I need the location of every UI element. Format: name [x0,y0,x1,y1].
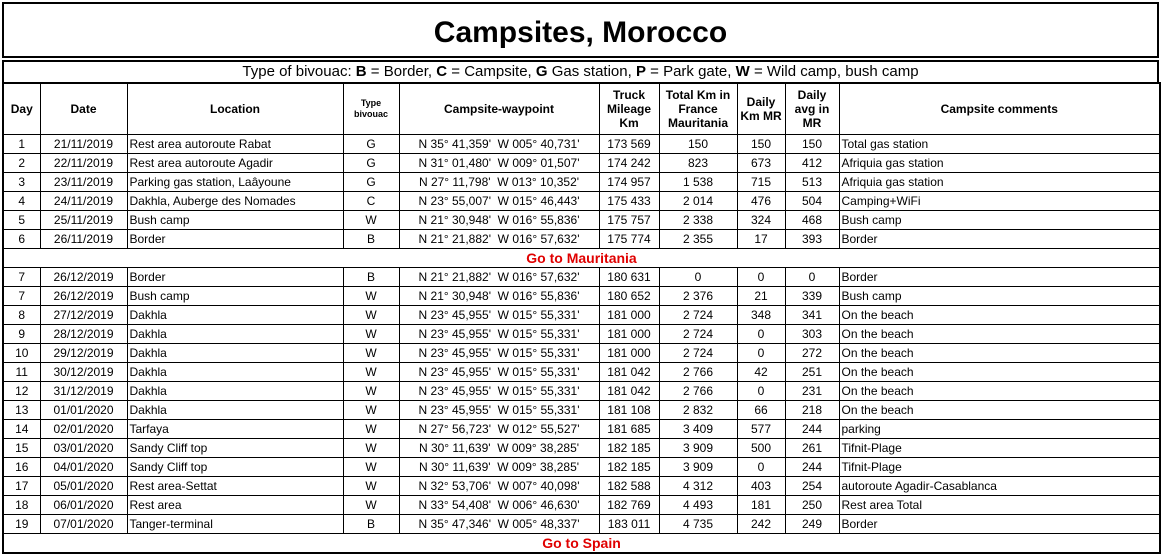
title-box [2,2,1159,58]
cell-waypoint [399,401,599,420]
cell-daily-km: 0 [737,344,785,363]
cell-type: C [343,192,399,211]
cell-total: 2 338 [659,211,737,230]
cell-daily-km: 0 [737,325,785,344]
cell-mileage: 182 769 [599,496,659,515]
cell-date: 23/11/2019 [40,173,127,192]
cell-daily-avg: 339 [785,287,839,306]
cell-date: 30/12/2019 [40,363,127,382]
cell-total: 3 909 [659,439,737,458]
cell-comment: Total gas station [839,135,1160,154]
latitude: N 27° 56,723' [418,422,491,436]
cell-mileage: 173 569 [599,135,659,154]
cell-comment: On the beach [839,382,1160,401]
cell-day: 11 [3,363,40,382]
cell-mileage: 183 011 [599,515,659,534]
header-total: Total Km in France Mauritania [659,83,737,135]
cell-daily-km: 0 [737,382,785,401]
longitude: W 016° 57,632' [497,270,580,284]
cell-comment: Afriquia gas station [839,173,1160,192]
table-row [3,382,1160,401]
header-date: Date [40,83,127,135]
cell-daily-km: 673 [737,154,785,173]
header-daily-km: Daily Km MR [737,83,785,135]
cell-total: 0 [659,268,737,287]
latitude: N 31° 01,480' [418,156,491,170]
cell-day: 9 [3,325,40,344]
table-row [3,192,1160,211]
cell-location: Sandy Cliff top [127,458,343,477]
longitude: W 009° 01,507' [497,156,580,170]
cell-daily-km: 500 [737,439,785,458]
cell-date: 26/12/2019 [40,268,127,287]
cell-mileage: 182 588 [599,477,659,496]
table-row [3,496,1160,515]
cell-location: Rest area autoroute Agadir [127,154,343,173]
cell-day: 18 [3,496,40,515]
cell-mileage: 174 242 [599,154,659,173]
cell-comment: On the beach [839,363,1160,382]
cell-location: Tanger-terminal [127,515,343,534]
cell-daily-km: 242 [737,515,785,534]
cell-waypoint [399,515,599,534]
page-title: Campsites, Morocco [433,16,728,49]
cell-daily-avg: 513 [785,173,839,192]
latitude: N 23° 45,955' [418,346,491,360]
cell-daily-avg: 504 [785,192,839,211]
cell-date: 31/12/2019 [40,382,127,401]
header-daily-avg: Daily avg in MR [785,83,839,135]
longitude: W 016° 55,836' [497,213,580,227]
latitude: N 32° 53,706' [418,479,491,493]
cell-location: Parking gas station, Laâyoune [127,173,343,192]
cell-daily-km: 42 [737,363,785,382]
cell-daily-avg: 250 [785,496,839,515]
cell-type: W [343,420,399,439]
table-row [3,173,1160,192]
cell-daily-avg: 468 [785,211,839,230]
cell-mileage: 175 433 [599,192,659,211]
longitude: W 015° 55,331' [497,384,580,398]
cell-location: Rest area [127,496,343,515]
cell-comment: Camping+WiFi [839,192,1160,211]
cell-type: W [343,458,399,477]
cell-date: 07/01/2020 [40,515,127,534]
cell-daily-avg: 231 [785,382,839,401]
latitude: N 21° 21,882' [418,270,491,284]
header-row [3,83,1160,135]
header-waypoint: Campsite-waypoint [399,83,599,135]
table-row [3,268,1160,287]
table-row [3,439,1160,458]
longitude: W 005° 48,337' [497,517,580,531]
latitude: N 23° 45,955' [418,384,491,398]
separator-label: Go to Mauritania [3,249,1160,268]
cell-daily-avg: 218 [785,401,839,420]
cell-date: 03/01/2020 [40,439,127,458]
cell-date: 28/12/2019 [40,325,127,344]
cell-daily-km: 577 [737,420,785,439]
cell-location: Border [127,268,343,287]
cell-type: B [343,268,399,287]
cell-waypoint [399,192,599,211]
cell-waypoint [399,325,599,344]
cell-date: 06/01/2020 [40,496,127,515]
cell-type: W [343,439,399,458]
separator-mauritania [3,249,1160,268]
cell-total: 2 355 [659,230,737,249]
cell-location: Tarfaya [127,420,343,439]
longitude: W 016° 55,836' [497,289,580,303]
cell-total: 1 538 [659,173,737,192]
cell-total: 2 376 [659,287,737,306]
cell-day: 8 [3,306,40,325]
cell-date: 27/12/2019 [40,306,127,325]
cell-waypoint [399,173,599,192]
cell-date: 25/11/2019 [40,211,127,230]
latitude: N 23° 45,955' [418,365,491,379]
table-row [3,230,1160,249]
cell-daily-avg: 412 [785,154,839,173]
cell-daily-avg: 261 [785,439,839,458]
cell-location: Dakhla [127,306,343,325]
cell-comment: On the beach [839,325,1160,344]
table-row [3,154,1160,173]
cell-waypoint [399,135,599,154]
longitude: W 015° 46,443' [497,194,580,208]
cell-location: Dakhla [127,344,343,363]
cell-location: Dakhla [127,401,343,420]
table-row [3,306,1160,325]
legend-code: W [735,63,750,80]
cell-mileage: 175 757 [599,211,659,230]
cell-date: 01/01/2020 [40,401,127,420]
cell-type: W [343,344,399,363]
cell-waypoint [399,363,599,382]
header-comments: Campsite comments [839,83,1160,135]
cell-total: 4 312 [659,477,737,496]
cell-waypoint [399,420,599,439]
cell-day: 7 [3,268,40,287]
cell-location: Dakhla [127,382,343,401]
cell-day: 17 [3,477,40,496]
separator-label: Go to Spain [3,534,1160,554]
cell-type: W [343,363,399,382]
latitude: N 30° 11,639' [418,460,491,474]
legend-text: = Wild camp, bush camp [749,63,919,80]
cell-waypoint [399,344,599,363]
legend-code: P [635,63,646,80]
cell-day: 14 [3,420,40,439]
cell-comment: Afriquia gas station [839,154,1160,173]
cell-location: Border [127,230,343,249]
longitude: W 013° 10,352' [497,175,580,189]
cell-comment: Border [839,268,1160,287]
cell-daily-km: 66 [737,401,785,420]
cell-comment: Border [839,515,1160,534]
cell-type: W [343,306,399,325]
separator-spain [3,534,1160,554]
cell-location: Dakhla [127,363,343,382]
cell-mileage: 181 685 [599,420,659,439]
cell-type: W [343,477,399,496]
cell-comment: autoroute Agadir-Casablanca [839,477,1160,496]
cell-date: 26/11/2019 [40,230,127,249]
cell-waypoint [399,154,599,173]
campsites-table [2,82,1161,554]
header-location: Location [127,83,343,135]
cell-total: 2 832 [659,401,737,420]
cell-type: G [343,135,399,154]
cell-daily-km: 21 [737,287,785,306]
cell-comment: Bush camp [839,287,1160,306]
latitude: N 35° 41,359' [418,137,491,151]
cell-date: 22/11/2019 [40,154,127,173]
legend-prefix: Type of bivouac: [242,63,356,80]
cell-total: 2 766 [659,363,737,382]
cell-comment: Border [839,230,1160,249]
cell-type: B [343,515,399,534]
longitude: W 015° 55,331' [497,346,580,360]
cell-total: 3 409 [659,420,737,439]
longitude: W 015° 55,331' [497,365,580,379]
latitude: N 27° 11,798' [418,175,491,189]
cell-location: Sandy Cliff top [127,439,343,458]
cell-total: 4 735 [659,515,737,534]
cell-daily-km: 17 [737,230,785,249]
cell-waypoint [399,496,599,515]
cell-daily-km: 476 [737,192,785,211]
cell-location: Dakhla, Auberge des Nomades [127,192,343,211]
cell-mileage: 182 185 [599,458,659,477]
cell-total: 823 [659,154,737,173]
latitude: N 30° 11,639' [418,441,491,455]
cell-day: 19 [3,515,40,534]
longitude: W 015° 55,331' [497,327,580,341]
header-mileage: Truck Mileage Km [599,83,659,135]
cell-waypoint [399,287,599,306]
cell-total: 4 493 [659,496,737,515]
cell-type: W [343,325,399,344]
cell-mileage: 181 042 [599,363,659,382]
cell-comment: Tifnit-Plage [839,458,1160,477]
cell-daily-avg: 303 [785,325,839,344]
cell-waypoint [399,211,599,230]
cell-daily-km: 403 [737,477,785,496]
cell-type: W [343,401,399,420]
cell-day: 2 [3,154,40,173]
latitude: N 33° 54,408' [418,498,491,512]
rows-before-mauritania [3,135,1160,249]
cell-type: G [343,173,399,192]
table-row [3,458,1160,477]
cell-waypoint [399,439,599,458]
cell-location: Rest area autoroute Rabat [127,135,343,154]
cell-mileage: 175 774 [599,230,659,249]
cell-daily-km: 324 [737,211,785,230]
longitude: W 009° 38,285' [497,460,580,474]
cell-mileage: 181 000 [599,306,659,325]
cell-comment: On the beach [839,401,1160,420]
cell-location: Bush camp [127,287,343,306]
cell-daily-avg: 393 [785,230,839,249]
cell-date: 21/11/2019 [40,135,127,154]
table-row [3,211,1160,230]
cell-daily-avg: 244 [785,420,839,439]
table-row [3,325,1160,344]
cell-total: 3 909 [659,458,737,477]
cell-type: W [343,496,399,515]
legend-text: = Campsite, [447,63,536,80]
cell-day: 4 [3,192,40,211]
cell-waypoint [399,268,599,287]
table-row [3,515,1160,534]
longitude: W 009° 38,285' [497,441,580,455]
table-row [3,344,1160,363]
cell-mileage: 182 185 [599,439,659,458]
cell-mileage: 181 000 [599,344,659,363]
cell-day: 5 [3,211,40,230]
cell-daily-avg: 341 [785,306,839,325]
cell-comment: On the beach [839,344,1160,363]
cell-daily-km: 715 [737,173,785,192]
latitude: N 21° 30,948' [418,289,491,303]
cell-day: 6 [3,230,40,249]
cell-day: 7 [3,287,40,306]
table-row [3,420,1160,439]
cell-location: Dakhla [127,325,343,344]
cell-type: B [343,230,399,249]
cell-date: 05/01/2020 [40,477,127,496]
table-row [3,477,1160,496]
cell-day: 12 [3,382,40,401]
legend-text: = Park gate, [645,63,736,80]
cell-day: 16 [3,458,40,477]
cell-total: 2 724 [659,306,737,325]
table-row [3,401,1160,420]
cell-comment: Rest area Total [839,496,1160,515]
cell-mileage: 180 631 [599,268,659,287]
longitude: W 016° 57,632' [497,232,580,246]
cell-day: 1 [3,135,40,154]
latitude: N 21° 30,948' [418,213,491,227]
cell-mileage: 174 957 [599,173,659,192]
legend-code: B [355,63,367,80]
header-day: Day [3,83,40,135]
cell-comment: Bush camp [839,211,1160,230]
cell-day: 13 [3,401,40,420]
cell-waypoint [399,477,599,496]
latitude: N 21° 21,882' [418,232,491,246]
cell-daily-avg: 254 [785,477,839,496]
bivouac-legend [2,60,1159,82]
header-type: Type bivouac [343,83,399,135]
table-row [3,287,1160,306]
cell-total: 2 724 [659,344,737,363]
rows-after-mauritania [3,268,1160,534]
cell-type: G [343,154,399,173]
cell-comment: parking [839,420,1160,439]
cell-daily-km: 348 [737,306,785,325]
cell-total: 150 [659,135,737,154]
cell-waypoint [399,306,599,325]
table-row [3,135,1160,154]
cell-daily-avg: 272 [785,344,839,363]
cell-comment: Tifnit-Plage [839,439,1160,458]
cell-date: 04/01/2020 [40,458,127,477]
cell-day: 15 [3,439,40,458]
cell-daily-km: 0 [737,268,785,287]
cell-waypoint [399,382,599,401]
legend-text: Gas station, [547,63,636,80]
table-row [3,363,1160,382]
cell-daily-km: 0 [737,458,785,477]
cell-type: W [343,382,399,401]
cell-day: 3 [3,173,40,192]
cell-date: 26/12/2019 [40,287,127,306]
latitude: N 23° 45,955' [418,327,491,341]
latitude: N 23° 45,955' [418,308,491,322]
cell-day: 10 [3,344,40,363]
cell-waypoint [399,458,599,477]
longitude: W 015° 55,331' [497,403,580,417]
cell-location: Bush camp [127,211,343,230]
longitude: W 006° 46,630' [497,498,580,512]
longitude: W 007° 40,098' [497,479,580,493]
cell-mileage: 181 042 [599,382,659,401]
longitude: W 012° 55,527' [497,422,580,436]
legend-code: G [535,63,548,80]
cell-date: 02/01/2020 [40,420,127,439]
cell-type: W [343,287,399,306]
cell-daily-avg: 150 [785,135,839,154]
cell-total: 2 724 [659,325,737,344]
longitude: W 015° 55,331' [497,308,580,322]
cell-daily-avg: 0 [785,268,839,287]
latitude: N 23° 55,007' [418,194,491,208]
cell-daily-avg: 249 [785,515,839,534]
cell-location: Rest area-Settat [127,477,343,496]
cell-total: 2 014 [659,192,737,211]
cell-type: W [343,211,399,230]
legend-text: = Border, [366,63,437,80]
cell-waypoint [399,230,599,249]
cell-daily-km: 150 [737,135,785,154]
cell-mileage: 180 652 [599,287,659,306]
cell-date: 29/12/2019 [40,344,127,363]
cell-mileage: 181 108 [599,401,659,420]
longitude: W 005° 40,731' [497,137,580,151]
cell-daily-km: 181 [737,496,785,515]
latitude: N 35° 47,346' [418,517,491,531]
cell-daily-avg: 251 [785,363,839,382]
legend-code: C [436,63,448,80]
cell-mileage: 181 000 [599,325,659,344]
latitude: N 23° 45,955' [418,403,491,417]
cell-date: 24/11/2019 [40,192,127,211]
cell-comment: On the beach [839,306,1160,325]
cell-total: 2 766 [659,382,737,401]
cell-daily-avg: 244 [785,458,839,477]
